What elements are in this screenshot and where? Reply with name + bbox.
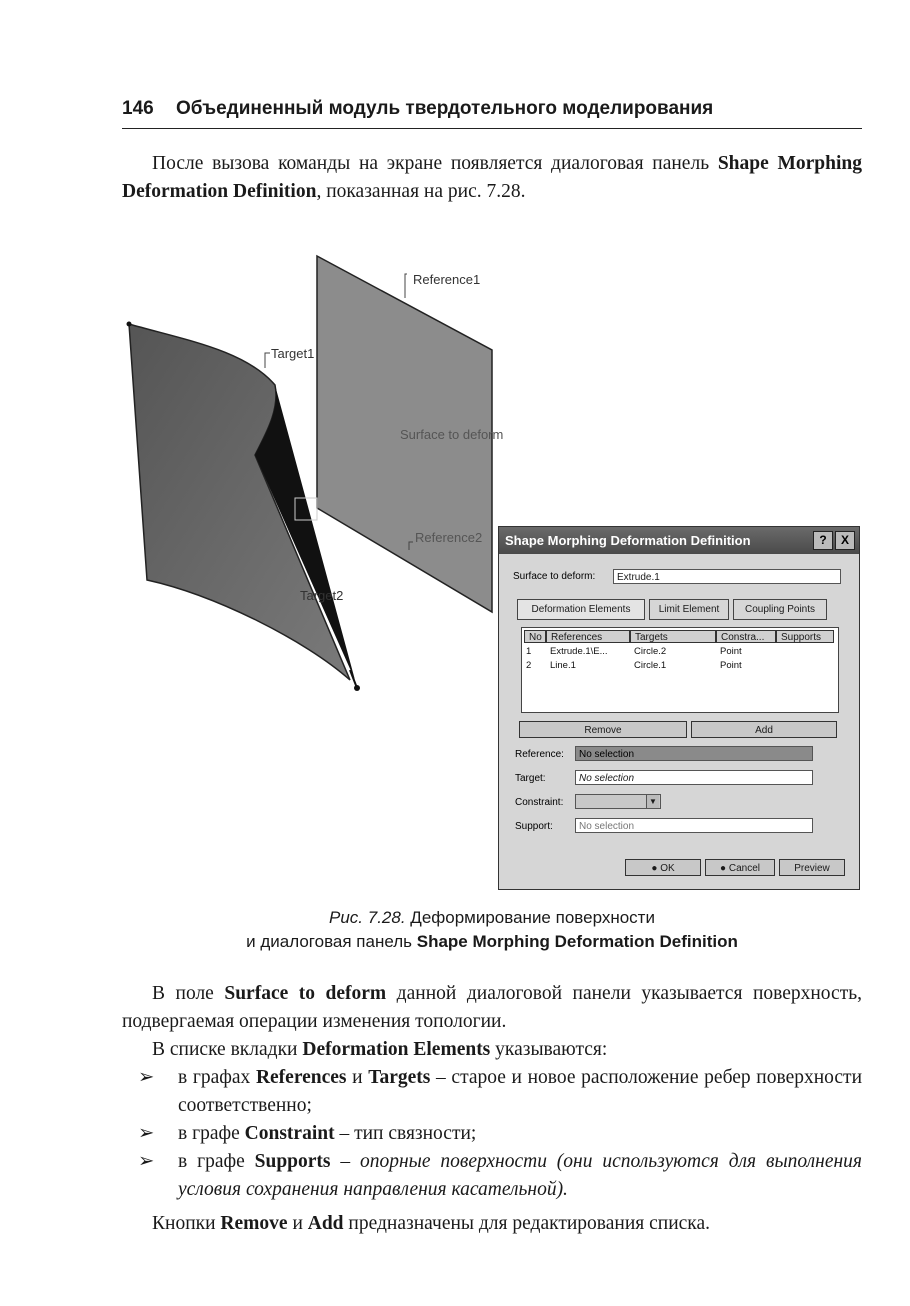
paragraph-remove-add (152, 1210, 862, 1238)
paragraph-deformation-elements (152, 1036, 862, 1064)
leader-target1 (265, 353, 270, 368)
target-label: Target: (515, 773, 546, 784)
col-header-references[interactable]: References (546, 630, 630, 643)
col-header-targets[interactable]: Targets (630, 630, 716, 643)
row1-constraint[interactable]: Point (720, 646, 742, 657)
bullet2-text (178, 1120, 862, 1148)
leader-reference1 (405, 274, 407, 298)
bullet-constraint (138, 1120, 862, 1148)
label-surface-to-deform: Surface to deform (400, 427, 504, 442)
b3-text-b: – опорные поверхности (они используются для выполнения условия сохранения направления касательной). (178, 1151, 862, 1200)
running-header (122, 98, 862, 129)
intro-text: После вызова команды на экране появляется диалоговая панель (152, 153, 718, 174)
row2-constraint[interactable]: Point (720, 660, 742, 671)
b3-text-a: в графе (178, 1151, 255, 1172)
p3-text-a: Кнопки (152, 1213, 221, 1234)
dialog-title: Shape Morphing Deformation Definition (505, 533, 751, 548)
reference-label: Reference: (515, 749, 564, 760)
b1-mid: и (346, 1067, 369, 1088)
page-number: 146 (122, 98, 154, 119)
support-label: Support: (515, 821, 553, 832)
p1-text-a: В поле (152, 983, 225, 1004)
label-target1: Target1 (271, 346, 315, 361)
intro-text-end: , показанная на рис. 7.28. (316, 181, 526, 202)
label-target2: Target2 (300, 588, 344, 603)
row1-no[interactable]: 1 (526, 646, 532, 657)
constraint-select[interactable] (575, 794, 661, 809)
cancel-label: Cancel (728, 863, 760, 874)
row2-target[interactable]: Circle.1 (634, 660, 667, 671)
corner-point (127, 322, 132, 327)
ok-label: OK (660, 863, 675, 874)
surface-label: Surface to deform: (513, 571, 596, 582)
caption-line1 (122, 906, 862, 930)
p2-text-a: В списке вкладки (152, 1039, 303, 1060)
p1-text-b: данной диалоговой панели указывается поверхность, подвергаемая операции изменения топологии. (122, 983, 862, 1032)
bullet-arrow-icon: ➢ (138, 1067, 155, 1088)
p1-bold: Surface to deform (224, 983, 387, 1004)
row2-reference[interactable]: Line.1 (550, 660, 576, 671)
label-reference1: Reference1 (413, 272, 481, 287)
tab-coupling-points[interactable]: Coupling Points (733, 599, 827, 620)
b2-bold: Constraint (244, 1123, 335, 1144)
figure-7-28 (95, 250, 865, 900)
tab-limit-element[interactable]: Limit Element (649, 599, 729, 620)
p3-bold1: Remove (220, 1213, 288, 1234)
support-field[interactable]: No selection (575, 818, 813, 833)
bullet1-text (178, 1064, 862, 1120)
dialog-titlebar (499, 527, 859, 554)
intro-paragraph (122, 150, 862, 206)
paragraph-surface-to-deform (122, 980, 862, 1036)
remove-button[interactable]: Remove (519, 721, 687, 738)
bullet-arrow-icon: ➢ (138, 1123, 155, 1144)
intro-bold-term: Shape Morphing Deformation Definition (122, 153, 862, 202)
row1-target[interactable]: Circle.2 (634, 646, 667, 657)
b1-text-b: – старое и новое расположение ребер поверхности соответственно; (178, 1067, 863, 1116)
ok-button[interactable] (625, 859, 701, 876)
help-button[interactable]: ? (813, 531, 833, 550)
caption-text1: Деформирование поверхности (405, 908, 655, 927)
target-field[interactable]: No selection (575, 770, 813, 785)
b2-text-a: в графе (178, 1123, 245, 1144)
cancel-icon: ● (720, 863, 729, 874)
col-header-supports[interactable]: Supports (776, 630, 834, 643)
row1-reference[interactable]: Extrude.1\E... (550, 646, 608, 657)
caption-line2 (122, 930, 862, 954)
tip-point (354, 685, 360, 691)
preview-button[interactable]: Preview (779, 859, 845, 876)
row2-no[interactable]: 2 (526, 660, 532, 671)
b3-bold: Supports (254, 1151, 331, 1172)
bullet-references-targets (138, 1064, 862, 1120)
col-header-no[interactable]: No (524, 630, 546, 643)
tab-deformation-elements[interactable]: Deformation Elements (517, 599, 645, 620)
constraint-label: Constraint: (515, 797, 564, 808)
ok-icon: ● (651, 863, 661, 874)
bullet-supports (138, 1148, 862, 1204)
reference-field[interactable]: No selection (575, 746, 813, 761)
surface-field[interactable]: Extrude.1 (613, 569, 841, 584)
add-button[interactable]: Add (691, 721, 837, 738)
bullet3-text (178, 1148, 862, 1204)
caption-bold: Shape Morphing Deformation Definition (416, 932, 738, 951)
p3-text-b: предназначены для редактирования списка. (343, 1213, 710, 1234)
p2-bold: Deformation Elements (302, 1039, 491, 1060)
caption-number: Рис. 7.28. (329, 908, 406, 927)
b1-text-a: в графах (178, 1067, 256, 1088)
deformation-elements-list[interactable] (521, 627, 839, 713)
chevron-down-icon[interactable]: ▼ (646, 795, 659, 808)
caption-text2: и диалоговая панель (246, 932, 417, 951)
chapter-title: Объединенный модуль твердотельного моделирования (176, 98, 714, 119)
col-header-constraint[interactable]: Constra... (716, 630, 776, 643)
shape-morphing-dialog (498, 526, 860, 890)
b1-bold1: References (255, 1067, 347, 1088)
p3-bold2: Add (307, 1213, 344, 1234)
figure-caption (122, 906, 862, 954)
close-button[interactable]: X (835, 531, 855, 550)
b2-text-b: – тип связности; (334, 1123, 477, 1144)
label-reference2: Reference2 (415, 530, 483, 545)
p3-mid: и (287, 1213, 308, 1234)
bullet-arrow-icon: ➢ (138, 1151, 155, 1172)
cancel-button[interactable] (705, 859, 775, 876)
b1-bold2: Targets (368, 1067, 431, 1088)
p2-text-b: указываются: (490, 1039, 608, 1060)
